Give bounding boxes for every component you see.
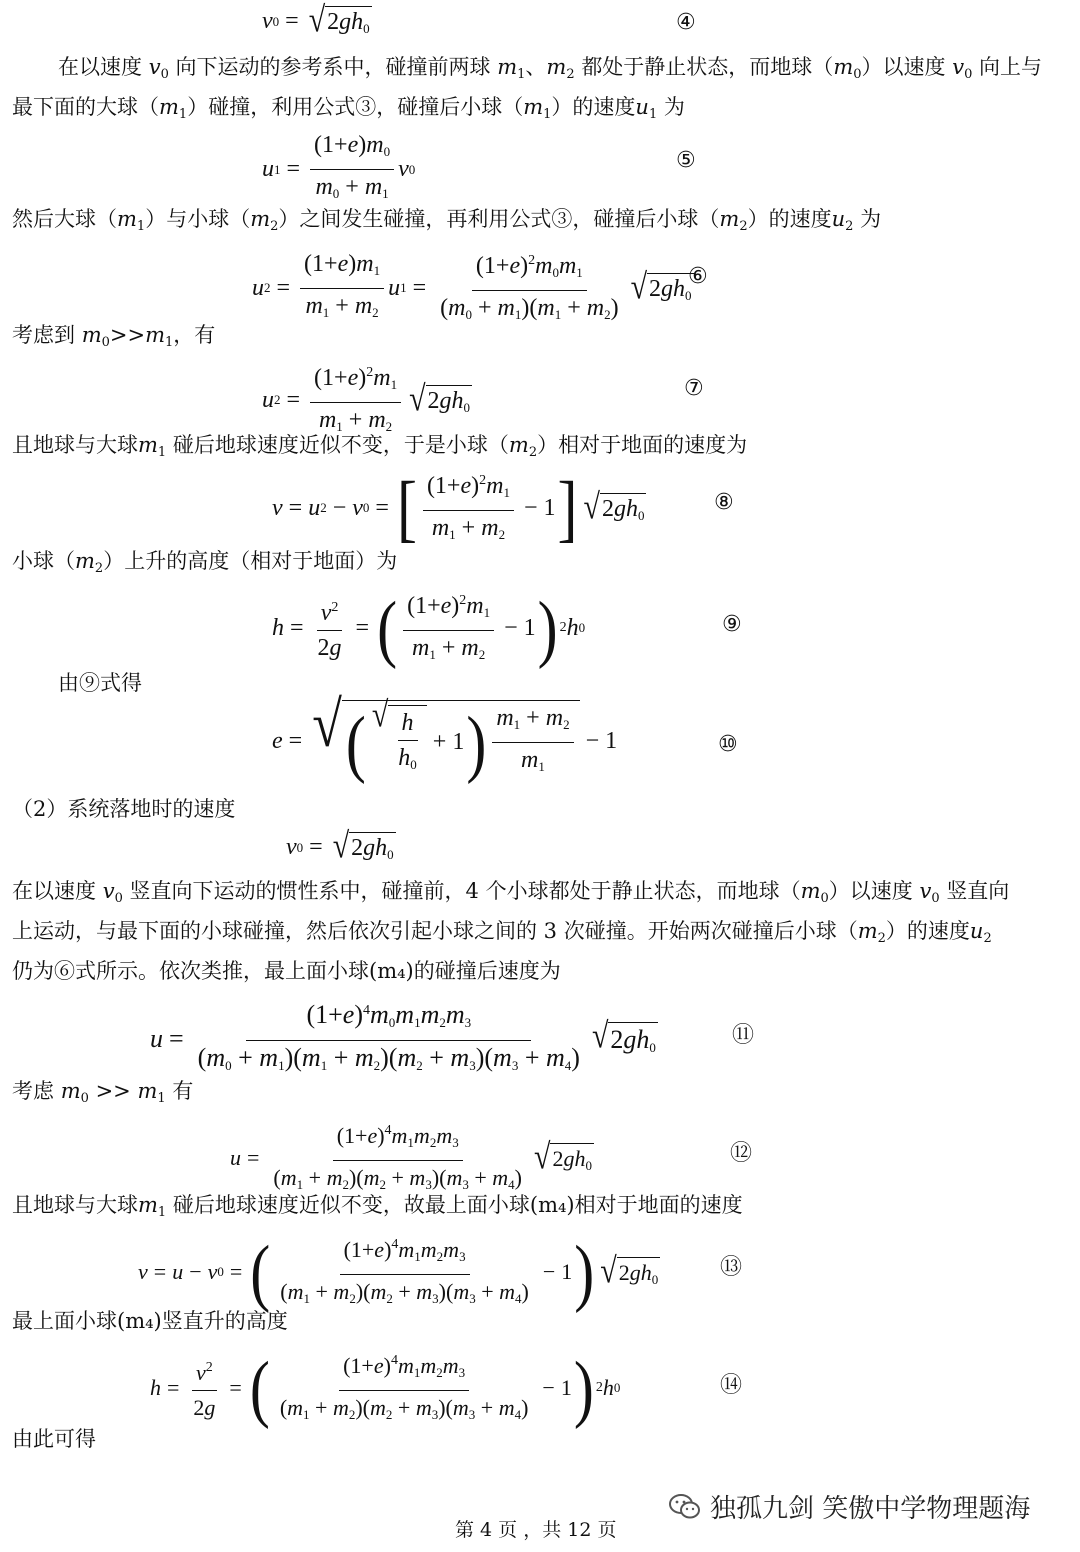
equation-11: u = $\frac{(1+e)^4m_0m_1m_2m_3}{(m_0 + m_1)(m_1 + m_2)(m_2 + m_3)(m_3 + m_4)}$ √ $2gh_0$	[150, 996, 658, 1081]
eq-number-14: ⑭	[720, 1373, 743, 1398]
equation-9: h = $\frac{v^2}{2g}$ = ( $\frac{(1+e)^2m_1}{m_1 + m_2}$ − 1 ) 2 h 0	[272, 586, 586, 670]
equation-12: u = $\frac{(1+e)^4m_1m_2m_3}{(m_1 + m_2)(m_2 + m_3)(m_3 + m_4)}$ √ $2gh_0$	[230, 1116, 594, 1200]
eq-number-6: ⑥	[688, 264, 708, 289]
text-line: 最上面小球(m₄)竖直升的高度	[12, 1309, 288, 1333]
text-line: 且地球与大球$m_1$ 碰后地球速度近似不变，于是小球$(m_2)$相对于地面的速度为	[12, 433, 748, 460]
wechat-icon	[668, 1493, 702, 1521]
text-line: 上运动，与最下面的小球碰撞，然后依次引起小球之间的 3 次碰撞。开始两次碰撞后小球$(m_2)$的速度$u_2$	[12, 919, 992, 946]
equation-7: u 2 = $\frac{(1+e)^2m_1}{m_1 + m_2}$ √ $2gh_0$	[262, 358, 472, 442]
page-number: 第 4 页 ，共 12 页	[455, 1519, 617, 1541]
eq-number-5: ⑤	[676, 148, 696, 173]
eq-number-11: ⑪	[732, 1023, 755, 1048]
text-line: 考虑 $m_0 >> m_1$ 有	[12, 1079, 194, 1106]
eq-number-13: ⑬	[720, 1255, 743, 1280]
equation-6: u 2 = $\frac{(1+e)m_1}{m_1 + m_2}$ u 1 = $\frac{(1+e)^2m_0m_1}{(m_0 + m_1)(m_1 + m_2)}$ √ $2gh_0$	[252, 246, 694, 330]
text-line: 然后大球$(m_1)$与小球$(m_2)$之间发生碰撞，再利用公式③，碰撞后小球$(m_2)$的速度$u_2$ 为	[12, 207, 882, 234]
equation-8: v = u 2 − v 0 = [ $\frac{(1+e)^2m_1}{m_1 + m_2}$ − 1 ] √ $2gh_0$	[272, 466, 645, 550]
equation-4: v 0 = √ $2gh_0$	[262, 0, 370, 41]
text-line: 在以速度 $v_0$ 向下运动的参考系中，碰撞前两球 $m_1$、$m_2$ 都处于静止状态，而地球$(m_0)$以速度 $v_0$ 向上与	[58, 55, 1043, 82]
text-line: 且地球与大球$m_1$ 碰后地球速度近似不变，故最上面小球(m₄)相对于地面的速度	[12, 1193, 743, 1220]
equation-5: u 1 = $\frac{(1+e)m_0}{m_0 + m_1}$ v 0	[262, 132, 416, 201]
eq-number-4: ④	[676, 10, 696, 35]
watermark-text: 独孤九剑 笑傲中学物理题海	[710, 1494, 1031, 1524]
equation-13: v = u − v 0 = ( $\frac{(1+e)^4m_1m_2m_3}{(m_1 + m_2)(m_2 + m_3)(m_3 + m_4)}$ − 1 ) √ $2gh_0$	[138, 1230, 659, 1314]
text-line: 最下面的大球$(m_1)$碰撞，利用公式③，碰撞后小球$(m_1)$的速度$u_1$ 为	[12, 95, 685, 122]
text-line: 考虑到 $m_0>>m_1$，有	[12, 323, 216, 350]
equation-v0: v 0 = √ $2gh_0$	[286, 826, 394, 867]
eq-number-12: ⑫	[730, 1141, 753, 1166]
text-line: 在以速度 $v_0$ 竖直向下运动的惯性系中，碰撞前，4 个小球都处于静止状态，而地球$(m_0)$以速度 $v_0$ 竖直向	[12, 879, 1010, 906]
eq-number-9: ⑨	[722, 612, 742, 637]
eq-number-10: ⑩	[718, 732, 738, 757]
text-line: 由⑨式得	[58, 671, 142, 695]
text-line: （2）系统落地时的速度	[12, 797, 236, 821]
eq-number-8: ⑧	[714, 490, 734, 515]
watermark	[668, 1488, 1030, 1525]
equation-14: h = $\frac{v^2}{2g}$ = ( $\frac{(1+e)^4m_1m_2m_3}{(m_1 + m_2)(m_2 + m_3)(m_3 + m_4)}$ − 1 ) 2 h 0	[150, 1346, 621, 1430]
eq-number-7: ⑦	[684, 376, 704, 401]
text-line: 由此可得	[12, 1427, 96, 1451]
text-line: 小球$(m_2)$上升的高度（相对于地面）为	[12, 549, 398, 576]
equation-10: e = √ ( √ $\frac{h}{h_0}$ + 1 ) $\frac{m_1 + m_2}{m_1}$ − 1	[272, 688, 618, 784]
text-line: 仍为⑥式所示。依次类推，最上面小球(m₄)的碰撞后速度为	[12, 959, 561, 983]
